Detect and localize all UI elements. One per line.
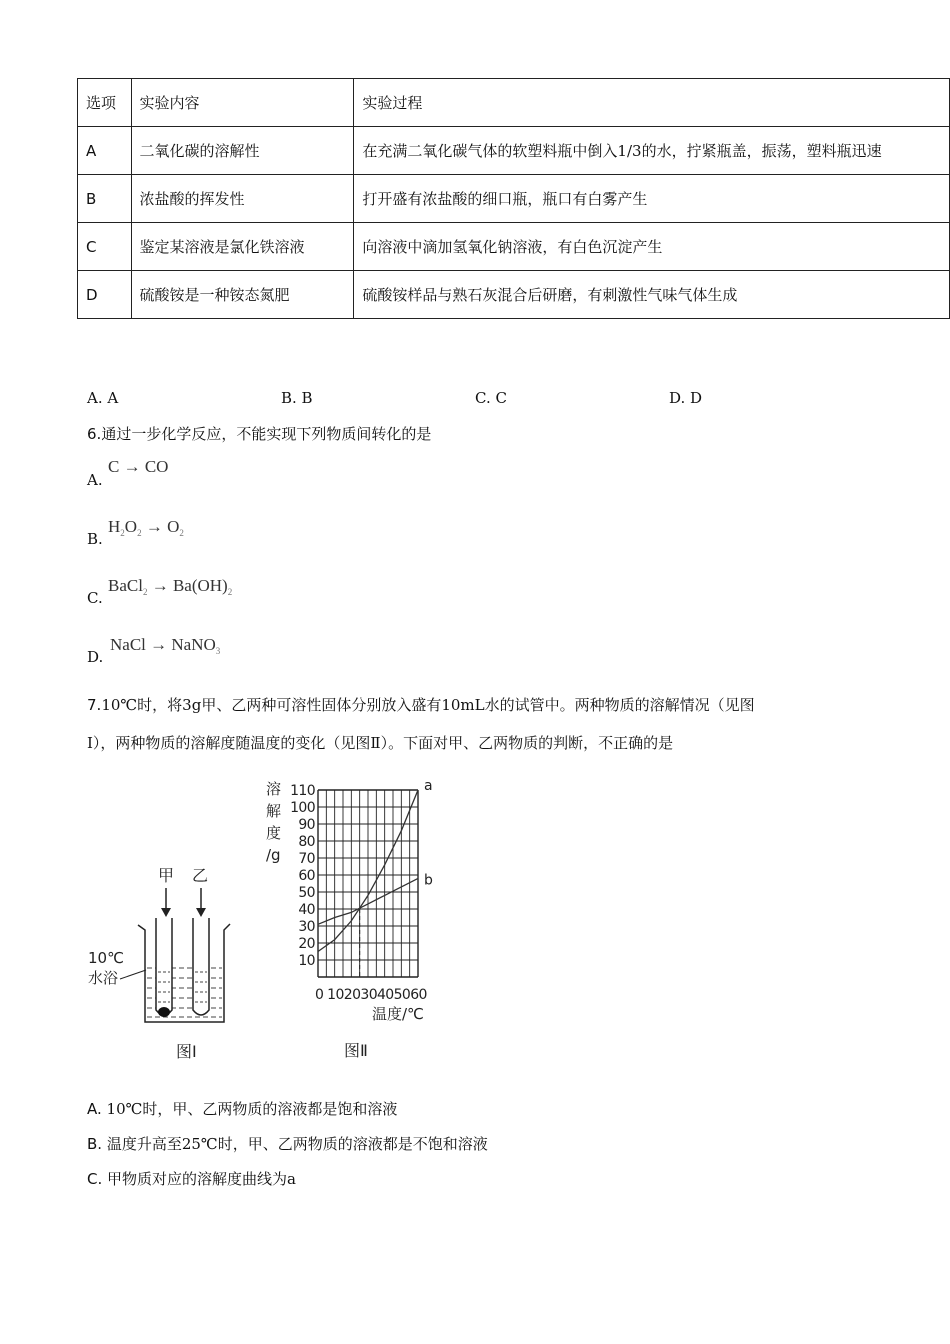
q5-option-d[interactable]: D. D — [669, 389, 703, 407]
arrow-head-icon — [196, 908, 206, 917]
y-label-char: /g — [266, 846, 281, 864]
q6-option-a-label[interactable]: A. — [87, 471, 103, 489]
beaker — [138, 924, 230, 1022]
y-tick-label: 70 — [298, 851, 315, 867]
q6-number: 6. — [87, 425, 102, 443]
solid-precipitate — [158, 1007, 170, 1017]
bath-temp: 10℃ — [88, 949, 124, 967]
arrow-icon: → — [150, 635, 168, 654]
y-tick-label: 100 — [290, 800, 315, 816]
y-tick-label: 10 — [298, 953, 315, 969]
formula-part: O — [124, 517, 138, 536]
q6-option-c-formula[interactable] — [108, 576, 232, 597]
q7-option-a-label: A. — [87, 1100, 102, 1118]
formula-part: O — [167, 517, 180, 536]
row-content: 鉴定某溶液是氯化铁溶液 — [131, 223, 354, 271]
y-label-char: 解 — [266, 802, 282, 820]
q6-option-d-label[interactable]: D. — [87, 648, 104, 666]
q7-option-b-text: 温度升高至25℃时，甲、乙两物质的溶液都是不饱和溶液 — [106, 1135, 488, 1153]
formula-from: C — [108, 457, 120, 476]
row-option: B — [78, 175, 132, 223]
row-process: 硫酸铵样品与熟石灰混合后研磨，有刺激性气味气体生成 — [354, 271, 950, 319]
subscript: 3 — [215, 646, 221, 656]
experiment-table — [77, 78, 950, 319]
row-process: 向溶液中滴加氢氧化钠溶液，有白色沉淀产生 — [354, 223, 950, 271]
row-process: 在充满二氧化碳气体的软塑料瓶中倒入1/3的水，拧紧瓶盖，振荡，塑料瓶迅速 — [354, 127, 950, 175]
row-option: A — [78, 127, 132, 175]
q6-stem-text: 通过一步化学反应，不能实现下列物质间转化的是 — [101, 425, 432, 443]
table-row — [78, 271, 950, 319]
x-axis-label: 温度/℃ — [372, 1005, 424, 1023]
test-tube-yi — [193, 918, 209, 1015]
q5-option-a[interactable]: A. A — [87, 389, 119, 407]
arrow-icon: → — [145, 517, 163, 536]
figure-2-solubility-chart — [262, 772, 442, 1062]
subscript: 2 — [179, 528, 184, 538]
header-process: 实验过程 — [354, 79, 950, 127]
figure-1 — [80, 860, 250, 1070]
table-row — [78, 223, 950, 271]
row-option: C — [78, 223, 132, 271]
arrow-head-icon — [161, 908, 171, 917]
label-yi: 乙 — [192, 866, 209, 885]
q7-number: 7. — [87, 696, 102, 714]
y-tick-label: 50 — [298, 885, 315, 901]
q7-option-c[interactable] — [87, 1168, 296, 1189]
y-label-char: 溶 — [266, 780, 282, 798]
figure-1-caption: 图Ⅰ — [176, 1042, 197, 1061]
table-header-row — [78, 79, 950, 127]
y-tick-label: 80 — [298, 834, 315, 850]
q7-option-b-label: B. — [87, 1135, 103, 1153]
figure-2-caption: 图Ⅱ — [344, 1041, 368, 1060]
q7-option-c-label: C. — [87, 1170, 103, 1188]
q7-option-c-text: 甲物质对应的溶解度曲线为a — [107, 1170, 296, 1188]
test-tube-jia — [156, 918, 172, 1015]
y-tick-label: 20 — [298, 936, 315, 952]
x-tick-labels: 0 102030405060 — [315, 987, 427, 1003]
q7-option-b[interactable] — [87, 1133, 488, 1154]
formula-part: NaNO — [171, 635, 216, 654]
q6-option-a-formula[interactable] — [108, 457, 168, 477]
subscript: 2 — [227, 587, 233, 597]
chart-series — [318, 778, 433, 977]
y-axis-label — [266, 780, 281, 864]
bath-pointer — [120, 970, 146, 979]
q7-option-a[interactable] — [87, 1098, 397, 1119]
q7-option-a-text: 10℃时，甲、乙两物质的溶液都是饱和溶液 — [106, 1100, 398, 1118]
q6-option-d-formula[interactable] — [110, 635, 220, 656]
y-label-char: 度 — [266, 824, 282, 842]
row-content: 浓盐酸的挥发性 — [131, 175, 354, 223]
formula-part: BaCl — [108, 576, 143, 595]
table-row — [78, 127, 950, 175]
label-jia: 甲 — [158, 866, 175, 885]
q6-stem — [87, 423, 431, 444]
q5-option-c[interactable]: C. C — [475, 389, 507, 407]
bath-name: 水浴 — [88, 969, 119, 987]
q5-option-b[interactable]: B. B — [281, 389, 313, 407]
q6-option-b-label[interactable]: B. — [87, 530, 103, 548]
formula-part: Ba(OH) — [172, 576, 228, 595]
subscript: 2 — [142, 587, 148, 597]
q6-option-b-formula[interactable] — [108, 517, 184, 538]
row-process: 打开盛有浓盐酸的细口瓶，瓶口有白雾产生 — [354, 175, 950, 223]
formula-from: NaCl — [110, 635, 146, 654]
arrow-icon: → — [123, 457, 141, 476]
series-label-a: a — [424, 778, 433, 794]
y-tick-label: 60 — [298, 868, 315, 884]
row-content: 硫酸铵是一种铵态氮肥 — [131, 271, 354, 319]
y-tick-label: 30 — [298, 919, 315, 935]
series-label-b: b — [424, 872, 433, 889]
arrow-icon: → — [151, 576, 169, 595]
q7-stem-text-1: 10℃时，将3g甲、乙两种可溶性固体分别放入盛有10mL水的试管中。两种物质的溶解情况（见图 — [101, 696, 755, 714]
y-tick-labels — [290, 783, 315, 969]
subscript: 2 — [137, 528, 142, 538]
row-option: D — [78, 271, 132, 319]
q7-stem-line1 — [87, 694, 755, 715]
table-row — [78, 175, 950, 223]
y-tick-label: 110 — [290, 783, 315, 799]
q6-option-c-label[interactable]: C. — [87, 589, 103, 607]
formula-to: CO — [144, 457, 169, 476]
formula-part: H — [108, 517, 121, 536]
q7-stem-line2: Ⅰ），两种物质的溶解度随温度的变化（见图Ⅱ）。下面对甲、乙两物质的判断，不正确的是 — [87, 734, 674, 752]
y-tick-label: 40 — [298, 902, 315, 918]
y-tick-label: 90 — [298, 817, 315, 833]
header-content: 实验内容 — [131, 79, 354, 127]
chart-grid — [318, 790, 418, 977]
row-content: 二氧化碳的溶解性 — [131, 127, 354, 175]
subscript: 2 — [120, 528, 125, 538]
header-option: 选项 — [78, 79, 132, 127]
